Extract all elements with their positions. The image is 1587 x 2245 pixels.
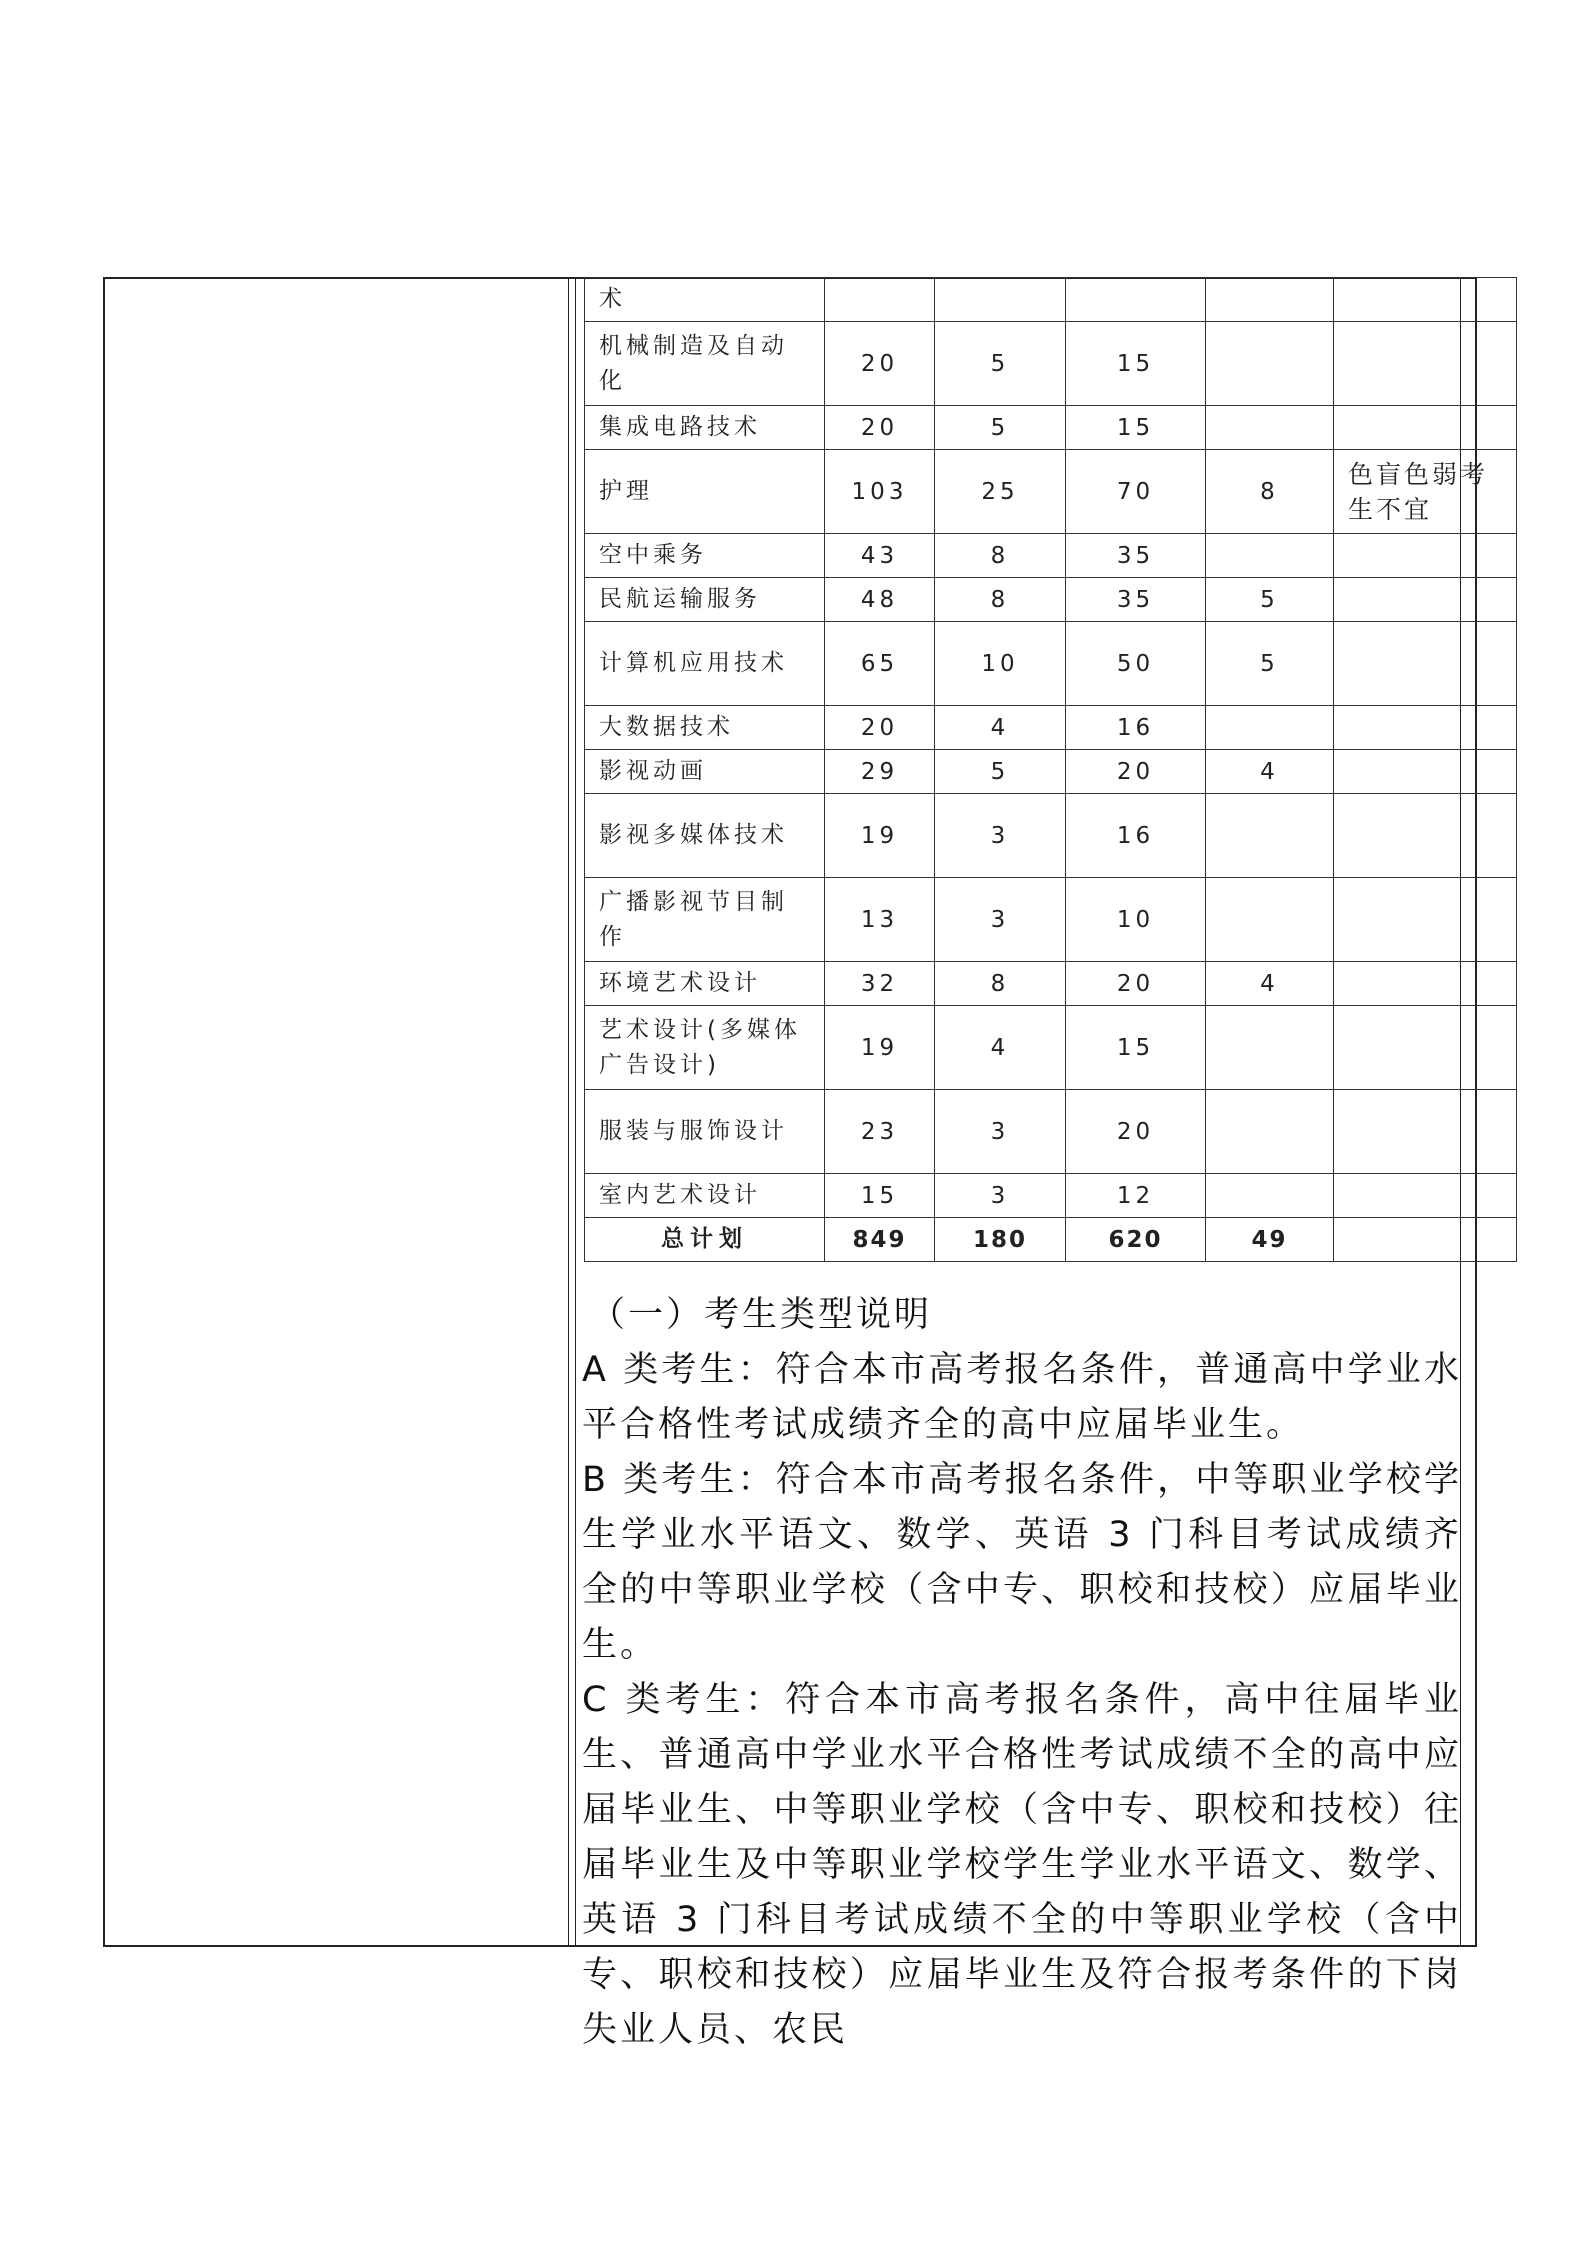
class-c-cell (1206, 534, 1334, 578)
major-name-cell: 计算机应用技术 (585, 622, 825, 706)
candidate-type-notes (582, 1288, 1462, 2058)
class-a-cell: 10 (935, 622, 1066, 706)
class-b-cell: 15 (1066, 406, 1206, 450)
table-row (585, 962, 1517, 1006)
class-b-cell: 35 (1066, 534, 1206, 578)
total-plan-cell: 23 (825, 1090, 935, 1174)
table-row (585, 578, 1517, 622)
total-plan-cell: 20 (825, 322, 935, 406)
column-divider (575, 279, 576, 1945)
major-name-cell: 大数据技术 (585, 706, 825, 750)
class-a-cell: 8 (935, 578, 1066, 622)
class-c-cell: 4 (1206, 962, 1334, 1006)
total-label-cell: 总计划 (585, 1218, 825, 1262)
total-plan-cell: 103 (825, 450, 935, 534)
major-name-cell: 影视动画 (585, 750, 825, 794)
table-row (585, 878, 1517, 962)
remark-cell (1334, 1090, 1517, 1174)
total-plan-cell: 32 (825, 962, 935, 1006)
table-row (585, 450, 1517, 534)
class-b-cell: 15 (1066, 322, 1206, 406)
remark-cell (1334, 1006, 1517, 1090)
class-a-cell: 5 (935, 750, 1066, 794)
table-row (585, 406, 1517, 450)
total-plan-cell (825, 278, 935, 322)
class-b-cell: 10 (1066, 878, 1206, 962)
table-row (585, 750, 1517, 794)
class-a-cell: 8 (935, 962, 1066, 1006)
major-name-cell: 服装与服饰设计 (585, 1090, 825, 1174)
class-c-cell (1206, 278, 1334, 322)
class-b-cell: 12 (1066, 1174, 1206, 1218)
table-row (585, 706, 1517, 750)
table-row (585, 1006, 1517, 1090)
class-b-total-cell: 620 (1066, 1218, 1206, 1262)
remark-cell (1334, 962, 1517, 1006)
class-b-cell: 16 (1066, 706, 1206, 750)
class-a-cell: 5 (935, 406, 1066, 450)
remark-cell (1334, 750, 1517, 794)
total-plan-cell: 20 (825, 406, 935, 450)
class-a-cell: 3 (935, 794, 1066, 878)
remark-cell: 色盲色弱考生不宜 (1334, 450, 1517, 534)
total-plan-cell: 65 (825, 622, 935, 706)
remark-cell (1334, 278, 1517, 322)
class-b-cell: 16 (1066, 794, 1206, 878)
remark-cell (1334, 534, 1517, 578)
table-row (585, 1090, 1517, 1174)
major-name-cell: 机械制造及自动化 (585, 322, 825, 406)
table-row (585, 622, 1517, 706)
class-c-cell: 5 (1206, 578, 1334, 622)
enrollment-plan-body (585, 278, 1517, 1262)
remark-cell (1334, 1174, 1517, 1218)
class-b-cell: 70 (1066, 450, 1206, 534)
total-plan-cell: 19 (825, 1006, 935, 1090)
table-row (585, 1174, 1517, 1218)
major-name-cell: 广播影视节目制作 (585, 878, 825, 962)
class-a-cell: 4 (935, 1006, 1066, 1090)
remark-cell (1334, 622, 1517, 706)
notes-paragraph-c: C 类考生：符合本市高考报名条件，高中往届毕业生、普通高中学业水平合格性考试成绩不全的高中应届毕业生、中等职业学校（含中专、职校和技校）往届毕业生及中等职业学校学生学业水平语文、数学、英语 3 门科目考试成绩不全的中等职业学校（含中专、职校和技校）应届毕业生及符合报考条件的下岗失业人员、农民 (582, 1680, 1462, 2050)
major-name-cell: 空中乘务 (585, 534, 825, 578)
class-c-cell: 8 (1206, 450, 1334, 534)
class-a-cell: 3 (935, 878, 1066, 962)
total-row (585, 1218, 1517, 1262)
remark-cell (1334, 794, 1517, 878)
major-name-cell: 室内艺术设计 (585, 1174, 825, 1218)
class-c-cell (1206, 1174, 1334, 1218)
class-b-cell: 15 (1066, 1006, 1206, 1090)
major-name-cell: 环境艺术设计 (585, 962, 825, 1006)
class-c-cell (1206, 406, 1334, 450)
major-name-cell: 集成电路技术 (585, 406, 825, 450)
total-plan-cell: 43 (825, 534, 935, 578)
class-a-cell (935, 278, 1066, 322)
total-plan-cell: 20 (825, 706, 935, 750)
class-c-cell (1206, 1006, 1334, 1090)
table-row (585, 278, 1517, 322)
class-a-total-cell: 180 (935, 1218, 1066, 1262)
remark-cell (1334, 578, 1517, 622)
class-b-cell: 20 (1066, 750, 1206, 794)
class-a-cell: 8 (935, 534, 1066, 578)
total-plan-cell: 13 (825, 878, 935, 962)
table-row (585, 322, 1517, 406)
remark-cell (1334, 1218, 1517, 1262)
class-c-cell (1206, 1090, 1334, 1174)
class-a-cell: 5 (935, 322, 1066, 406)
class-c-cell (1206, 322, 1334, 406)
class-a-cell: 4 (935, 706, 1066, 750)
class-a-cell: 3 (935, 1174, 1066, 1218)
class-c-cell (1206, 794, 1334, 878)
notes-heading: （一）考生类型说明 (590, 1295, 933, 1335)
total-plan-cell: 19 (825, 794, 935, 878)
class-a-cell: 3 (935, 1090, 1066, 1174)
total-plan-cell: 48 (825, 578, 935, 622)
class-b-cell (1066, 278, 1206, 322)
major-name-cell: 护理 (585, 450, 825, 534)
class-c-total-cell: 49 (1206, 1218, 1334, 1262)
total-plan-cell: 15 (825, 1174, 935, 1218)
remark-cell (1334, 706, 1517, 750)
total-plan-cell: 849 (825, 1218, 935, 1262)
class-c-cell (1206, 706, 1334, 750)
enrollment-plan-table (584, 277, 1517, 1262)
total-plan-cell: 29 (825, 750, 935, 794)
remark-cell (1334, 322, 1517, 406)
notes-paragraph-a: A 类考生：符合本市高考报名条件，普通高中学业水平合格性考试成绩齐全的高中应届毕业生。 (582, 1350, 1462, 1445)
class-c-cell (1206, 878, 1334, 962)
table-row (585, 794, 1517, 878)
class-b-cell: 35 (1066, 578, 1206, 622)
class-b-cell: 20 (1066, 962, 1206, 1006)
remark-cell (1334, 406, 1517, 450)
column-divider (568, 279, 569, 1945)
class-c-cell: 5 (1206, 622, 1334, 706)
remark-cell (1334, 878, 1517, 962)
class-c-cell: 4 (1206, 750, 1334, 794)
major-name-cell: 影视多媒体技术 (585, 794, 825, 878)
class-b-cell: 50 (1066, 622, 1206, 706)
class-b-cell: 20 (1066, 1090, 1206, 1174)
major-name-cell: 艺术设计(多媒体广告设计) (585, 1006, 825, 1090)
major-name-cell: 民航运输服务 (585, 578, 825, 622)
table-row (585, 534, 1517, 578)
class-a-cell: 25 (935, 450, 1066, 534)
notes-paragraph-b: B 类考生：符合本市高考报名条件，中等职业学校学生学业水平语文、数学、英语 3 门科目考试成绩齐全的中等职业学校（含中专、职校和技校）应届毕业生。 (582, 1460, 1462, 1665)
major-name-cell: 术 (585, 278, 825, 322)
